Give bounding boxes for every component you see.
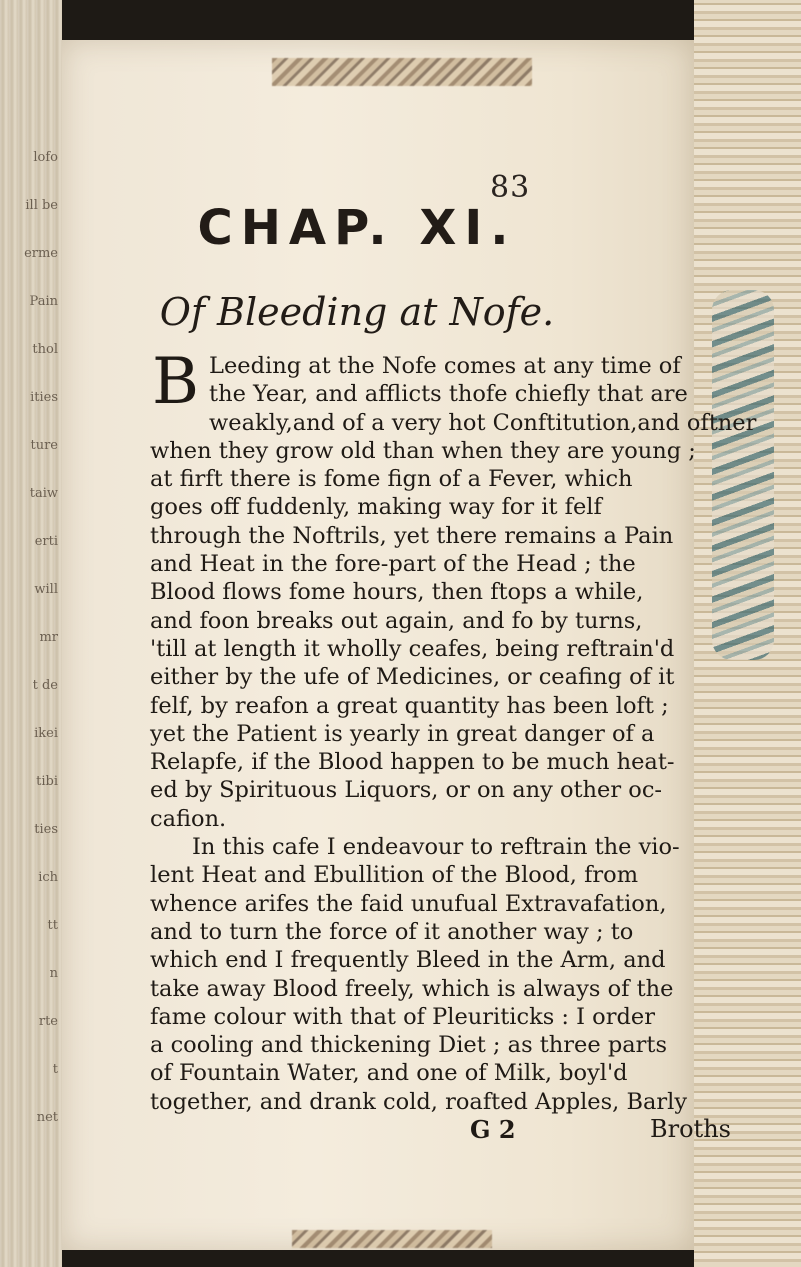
text-line: fame colour with that of Pleuriticks : I order [150, 1003, 655, 1030]
left-page-edge [0, 0, 62, 1267]
text-line: which end I frequently Bleed in the Arm, and [150, 947, 666, 974]
facing-page-fragment: ich [38, 870, 58, 885]
text-line: and foon breaks out again, and fo by turns, [150, 607, 643, 634]
text-line: weakly,and of a very hot Conftitution,and oftner [209, 409, 757, 436]
facing-page-fragment: erti [34, 534, 58, 549]
facing-page-fragment: taiw [29, 486, 58, 501]
text-line: felf, by reafon a great quantity has been loft ; [150, 692, 669, 719]
text-line: Relapfe, if the Blood happen to be much heat- [150, 749, 675, 776]
text-line: lent Heat and Ebullition of the Blood, from [150, 862, 639, 889]
page-number: 83 [490, 170, 531, 205]
facing-page-fragment: thol [32, 342, 58, 357]
facing-page-fragment: t de [32, 678, 58, 693]
facing-page-fragment: ture [30, 438, 58, 453]
facing-page-fragment: tt [47, 918, 58, 933]
catchword: Broths [650, 1115, 731, 1143]
drop-cap: B [152, 345, 200, 419]
text-line: a cooling and thickening Diet ; as three parts [150, 1032, 667, 1059]
facing-page-fragment: Pain [29, 294, 58, 309]
facing-page-fragment: erme [24, 246, 58, 261]
text-line: Blood flows fome hours, then ftops a while, [150, 579, 644, 606]
text-line: In this cafe I endeavour to reftrain the vio- [192, 834, 680, 861]
top-ornament-band [272, 58, 532, 86]
facing-page-fragment: mr [39, 630, 58, 645]
facing-page-fragment: t [52, 1062, 58, 1077]
facing-page-fragment: ill be [25, 198, 58, 213]
facing-page-fragment: ikei [34, 726, 58, 741]
text-line: the Year, and afflicts thofe chiefly that are [209, 381, 688, 408]
text-line: through the Noftrils, yet there remains a Pain [150, 522, 674, 549]
chapter-heading: CHAP. XI. [197, 200, 517, 256]
text-line: ed by Spirituous Liquors, or on any other oc- [150, 777, 663, 804]
text-line: take away Blood freely, which is always of the [150, 975, 674, 1002]
text-line: and Heat in the fore-part of the Head ; the [150, 551, 636, 578]
text-line: together, and drank cold, roafted Apples, Barly [150, 1088, 688, 1115]
text-line: 'till at length it wholly ceafes, being reftrain'd [150, 635, 675, 662]
signature-mark: G 2 [470, 1115, 516, 1144]
facing-page-fragment: will [34, 582, 58, 597]
text-line: and to turn the force of it another way ; to [150, 918, 634, 945]
facing-page-fragment: net [36, 1110, 58, 1125]
text-line: either by the ufe of Medicines, or ceafing of it [150, 664, 675, 691]
bottom-ornament-band [292, 1230, 492, 1248]
facing-page-fragment: ities [30, 390, 58, 405]
text-line: cafion. [150, 805, 227, 832]
text-line: whence arifes the faid unufual Extravafation, [150, 890, 667, 917]
chapter-subtitle: Of Bleeding at Nofe. [159, 290, 555, 334]
facing-page-fragment: rte [38, 1014, 58, 1029]
facing-page-fragment: lofo [33, 150, 58, 165]
text-line: when they grow old than when they are young ; [150, 437, 696, 464]
text-line: goes off fuddenly, making way for it felf [150, 494, 602, 521]
facing-page-fragment: tibi [36, 774, 58, 789]
facing-page-fragment: ties [34, 822, 58, 837]
text-line: of Fountain Water, and one of Milk, boyl'd [150, 1060, 628, 1087]
body-text [150, 345, 790, 1116]
text-line: yet the Patient is yearly in great danger of a [150, 720, 655, 747]
text-line: Leeding at the Nofe comes at any time of [209, 353, 681, 379]
text-line: at firft there is fome fign of a Fever, which [150, 466, 633, 493]
facing-page-fragment: n [49, 966, 58, 981]
